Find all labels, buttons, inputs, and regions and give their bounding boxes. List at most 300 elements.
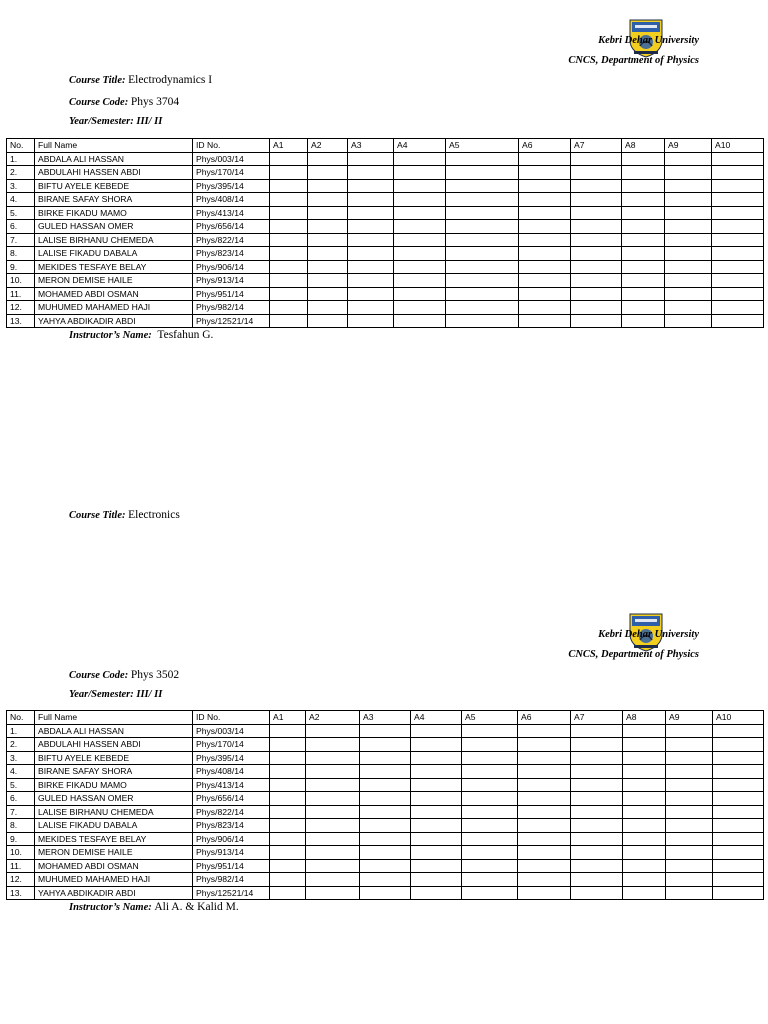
attendance-cell[interactable] [712,314,764,328]
attendance-table [6,710,764,900]
attendance-cell[interactable] [360,751,411,765]
attendance-cell[interactable] [518,738,571,752]
student-id-cell: Phys/003/14 [193,152,270,166]
attendance-cell[interactable] [712,301,764,315]
attendance-cell[interactable] [519,314,571,328]
attendance-cell[interactable] [713,886,764,900]
attendance-cell[interactable] [519,220,571,234]
attendance-cell[interactable] [394,179,446,193]
attendance-cell[interactable] [360,792,411,806]
attendance-cell[interactable] [446,287,519,301]
attendance-cell[interactable] [308,220,348,234]
attendance-cell[interactable] [348,260,394,274]
column-header: A8 [622,139,665,153]
attendance-cell[interactable] [360,765,411,779]
attendance-cell[interactable] [571,778,623,792]
attendance-cell[interactable] [571,314,622,328]
attendance-cell[interactable] [666,751,713,765]
department-name: CNCS, Department of Physics [568,55,699,66]
attendance-cell[interactable] [518,859,571,873]
attendance-cell[interactable] [270,846,306,860]
attendance-cell[interactable] [519,179,571,193]
attendance-cell[interactable] [411,724,462,738]
attendance-cell[interactable] [571,193,622,207]
row-number-cell: 6. [7,220,35,234]
attendance-cell[interactable] [666,778,713,792]
attendance-cell[interactable] [446,274,519,288]
attendance-cell[interactable] [623,873,666,887]
column-header: ID No. [193,139,270,153]
attendance-cell[interactable] [411,873,462,887]
attendance-cell[interactable] [446,179,519,193]
attendance-cell[interactable] [462,738,518,752]
attendance-cell[interactable] [306,792,360,806]
attendance-cell[interactable] [411,805,462,819]
attendance-cell[interactable] [519,287,571,301]
attendance-cell[interactable] [462,792,518,806]
attendance-cell[interactable] [462,778,518,792]
attendance-cell[interactable] [518,765,571,779]
attendance-cell[interactable] [571,274,622,288]
attendance-cell[interactable] [519,274,571,288]
attendance-cell[interactable] [446,247,519,261]
attendance-cell[interactable] [462,819,518,833]
attendance-cell[interactable] [622,260,665,274]
attendance-cell[interactable] [394,220,446,234]
attendance-cell[interactable] [270,179,308,193]
attendance-cell[interactable] [411,738,462,752]
attendance-cell[interactable] [270,301,308,315]
attendance-cell[interactable] [306,846,360,860]
attendance-cell[interactable] [446,260,519,274]
attendance-cell[interactable] [360,724,411,738]
attendance-cell[interactable] [622,247,665,261]
attendance-cell[interactable] [518,751,571,765]
attendance-cell[interactable] [623,846,666,860]
attendance-cell[interactable] [712,166,764,180]
attendance-cell[interactable] [411,832,462,846]
attendance-cell[interactable] [411,792,462,806]
attendance-cell[interactable] [713,765,764,779]
attendance-cell[interactable] [306,886,360,900]
attendance-cell[interactable] [270,233,308,247]
student-id-cell: Phys/395/14 [193,179,270,193]
attendance-cell[interactable] [571,179,622,193]
attendance-cell[interactable] [519,260,571,274]
attendance-cell[interactable] [270,819,306,833]
attendance-cell[interactable] [713,859,764,873]
attendance-cell[interactable] [571,301,622,315]
attendance-cell[interactable] [360,832,411,846]
attendance-cell[interactable] [270,805,306,819]
attendance-cell[interactable] [713,832,764,846]
attendance-cell[interactable] [348,206,394,220]
attendance-cell[interactable] [665,314,712,328]
attendance-cell[interactable] [394,152,446,166]
attendance-cell[interactable] [270,206,308,220]
attendance-cell[interactable] [665,287,712,301]
attendance-cell[interactable] [622,206,665,220]
attendance-cell[interactable] [518,846,571,860]
attendance-cell[interactable] [306,805,360,819]
attendance-cell[interactable] [348,301,394,315]
attendance-cell[interactable] [666,819,713,833]
attendance-cell[interactable] [411,778,462,792]
table-row [7,751,764,765]
attendance-cell[interactable] [394,233,446,247]
attendance-cell[interactable] [571,846,623,860]
student-name-cell: BIFTU AYELE KEBEDE [35,751,193,765]
attendance-cell[interactable] [713,819,764,833]
attendance-cell[interactable] [519,166,571,180]
attendance-cell[interactable] [666,738,713,752]
attendance-cell[interactable] [519,152,571,166]
attendance-cell[interactable] [446,193,519,207]
attendance-cell[interactable] [713,792,764,806]
attendance-cell[interactable] [622,152,665,166]
attendance-cell[interactable] [308,274,348,288]
attendance-cell[interactable] [270,152,308,166]
attendance-cell[interactable] [666,805,713,819]
column-header: A2 [308,139,348,153]
attendance-cell[interactable] [308,179,348,193]
attendance-cell[interactable] [308,247,348,261]
attendance-cell[interactable] [666,859,713,873]
table-row [7,886,764,900]
attendance-cell[interactable] [713,724,764,738]
attendance-cell[interactable] [308,301,348,315]
attendance-cell[interactable] [394,166,446,180]
attendance-cell[interactable] [622,287,665,301]
attendance-cell[interactable] [623,738,666,752]
attendance-cell[interactable] [270,247,308,261]
attendance-cell[interactable] [308,193,348,207]
attendance-cell[interactable] [713,778,764,792]
attendance-cell[interactable] [270,738,306,752]
attendance-cell[interactable] [270,260,308,274]
attendance-cell[interactable] [270,274,308,288]
attendance-cell[interactable] [411,846,462,860]
attendance-cell[interactable] [623,832,666,846]
attendance-cell[interactable] [462,873,518,887]
attendance-cell[interactable] [666,873,713,887]
attendance-cell[interactable] [308,260,348,274]
attendance-cell[interactable] [394,301,446,315]
row-number-cell: 5. [7,778,35,792]
attendance-cell[interactable] [308,287,348,301]
attendance-cell[interactable] [713,846,764,860]
attendance-cell[interactable] [462,751,518,765]
attendance-cell[interactable] [518,778,571,792]
attendance-cell[interactable] [571,765,623,779]
attendance-cell[interactable] [666,792,713,806]
attendance-cell[interactable] [713,738,764,752]
attendance-cell[interactable] [446,301,519,315]
attendance-cell[interactable] [623,765,666,779]
attendance-cell[interactable] [666,765,713,779]
attendance-cell[interactable] [306,724,360,738]
attendance-cell[interactable] [518,805,571,819]
column-header: A1 [270,139,308,153]
attendance-cell[interactable] [665,247,712,261]
attendance-cell[interactable] [270,314,308,328]
attendance-cell[interactable] [571,792,623,806]
attendance-cell[interactable] [306,738,360,752]
attendance-cell[interactable] [519,247,571,261]
attendance-cell[interactable] [518,873,571,887]
attendance-cell[interactable] [622,179,665,193]
attendance-cell[interactable] [712,193,764,207]
student-id-cell: Phys/951/14 [193,287,270,301]
attendance-cell[interactable] [360,738,411,752]
attendance-cell[interactable] [571,260,622,274]
column-header: A6 [519,139,571,153]
attendance-cell[interactable] [622,193,665,207]
attendance-cell[interactable] [518,792,571,806]
column-header: A1 [270,711,306,725]
attendance-cell[interactable] [270,832,306,846]
attendance-cell[interactable] [462,765,518,779]
attendance-cell[interactable] [623,886,666,900]
attendance-cell[interactable] [665,274,712,288]
table-row [7,233,764,247]
attendance-cell[interactable] [306,859,360,873]
row-number-cell: 2. [7,166,35,180]
attendance-cell[interactable] [571,724,623,738]
attendance-cell[interactable] [571,738,623,752]
attendance-cell[interactable] [712,247,764,261]
attendance-cell[interactable] [348,274,394,288]
attendance-cell[interactable] [270,873,306,887]
year-semester-row [69,689,162,700]
attendance-cell[interactable] [571,152,622,166]
student-id-cell: Phys/408/14 [193,765,270,779]
attendance-cell[interactable] [571,886,623,900]
attendance-cell[interactable] [518,886,571,900]
attendance-cell[interactable] [665,220,712,234]
attendance-cell[interactable] [665,206,712,220]
student-id-cell: Phys/913/14 [193,846,270,860]
attendance-cell[interactable] [571,233,622,247]
attendance-cell[interactable] [571,805,623,819]
attendance-cell[interactable] [519,233,571,247]
attendance-cell[interactable] [623,819,666,833]
column-header: A7 [571,711,623,725]
attendance-cell[interactable] [360,805,411,819]
attendance-cell[interactable] [394,206,446,220]
student-name-cell: BIFTU AYELE KEBEDE [35,179,193,193]
attendance-cell[interactable] [665,179,712,193]
attendance-cell[interactable] [446,233,519,247]
attendance-cell[interactable] [308,152,348,166]
attendance-cell[interactable] [666,886,713,900]
attendance-cell[interactable] [270,778,306,792]
attendance-cell[interactable] [348,179,394,193]
attendance-cell[interactable] [446,314,519,328]
attendance-cell[interactable] [519,301,571,315]
attendance-cell[interactable] [462,724,518,738]
student-name-cell: LALISE FIKADU DABALA [35,819,193,833]
attendance-cell[interactable] [623,805,666,819]
attendance-cell[interactable] [360,819,411,833]
attendance-cell[interactable] [571,206,622,220]
attendance-cell[interactable] [712,287,764,301]
attendance-cell[interactable] [394,314,446,328]
attendance-cell[interactable] [348,152,394,166]
table-row [7,274,764,288]
attendance-cell[interactable] [270,792,306,806]
attendance-cell[interactable] [360,846,411,860]
attendance-cell[interactable] [712,274,764,288]
attendance-cell[interactable] [623,751,666,765]
attendance-cell[interactable] [571,287,622,301]
attendance-cell[interactable] [270,765,306,779]
attendance-cell[interactable] [665,233,712,247]
row-number-cell: 7. [7,805,35,819]
student-name-cell: BIRKE FIKADU MAMO [35,206,193,220]
attendance-cell[interactable] [462,886,518,900]
attendance-cell[interactable] [571,819,623,833]
course-code-row [69,96,179,108]
attendance-cell[interactable] [308,233,348,247]
attendance-cell[interactable] [623,724,666,738]
attendance-cell[interactable] [571,873,623,887]
attendance-cell[interactable] [308,206,348,220]
department-name: CNCS, Department of Physics [568,649,699,660]
attendance-cell[interactable] [306,765,360,779]
attendance-cell[interactable] [306,832,360,846]
attendance-cell[interactable] [622,233,665,247]
table-row [7,179,764,193]
student-name-cell: MOHAMED ABDI OSMAN [35,287,193,301]
attendance-cell[interactable] [666,846,713,860]
attendance-cell[interactable] [571,247,622,261]
attendance-cell[interactable] [712,179,764,193]
column-header: A5 [462,711,518,725]
attendance-cell[interactable] [713,805,764,819]
attendance-cell[interactable] [571,220,622,234]
attendance-cell[interactable] [270,287,308,301]
attendance-cell[interactable] [360,778,411,792]
attendance-cell[interactable] [571,832,623,846]
attendance-cell[interactable] [623,792,666,806]
attendance-cell[interactable] [394,274,446,288]
attendance-cell[interactable] [712,260,764,274]
instructor-row [69,901,239,913]
attendance-cell[interactable] [571,751,623,765]
attendance-cell[interactable] [519,193,571,207]
attendance-cell[interactable] [306,751,360,765]
attendance-cell[interactable] [411,886,462,900]
attendance-cell[interactable] [411,765,462,779]
attendance-cell[interactable] [713,873,764,887]
attendance-cell[interactable] [270,859,306,873]
attendance-cell[interactable] [394,260,446,274]
attendance-cell[interactable] [622,220,665,234]
attendance-cell[interactable] [665,193,712,207]
attendance-cell[interactable] [348,220,394,234]
attendance-cell[interactable] [622,274,665,288]
attendance-cell[interactable] [462,846,518,860]
attendance-cell[interactable] [623,778,666,792]
attendance-cell[interactable] [411,751,462,765]
attendance-cell[interactable] [308,314,348,328]
attendance-cell[interactable] [348,233,394,247]
attendance-cell[interactable] [665,166,712,180]
attendance-cell[interactable] [306,778,360,792]
attendance-cell[interactable] [270,886,306,900]
attendance-cell[interactable] [394,287,446,301]
attendance-cell[interactable] [411,859,462,873]
attendance-cell[interactable] [665,301,712,315]
table-row [7,792,764,806]
student-name-cell: LALISE BIRHANU CHEMEDA [35,805,193,819]
attendance-cell[interactable] [518,832,571,846]
attendance-cell[interactable] [394,193,446,207]
attendance-cell[interactable] [306,819,360,833]
row-number-cell: 8. [7,819,35,833]
attendance-cell[interactable] [360,886,411,900]
attendance-cell[interactable] [270,166,308,180]
instructor-value: Tesfahun G. [157,329,214,341]
attendance-cell[interactable] [623,859,666,873]
attendance-cell[interactable] [622,166,665,180]
attendance-cell[interactable] [348,193,394,207]
attendance-cell[interactable] [446,152,519,166]
attendance-cell[interactable] [712,220,764,234]
attendance-cell[interactable] [665,260,712,274]
attendance-cell[interactable] [270,751,306,765]
attendance-cell[interactable] [348,247,394,261]
attendance-cell[interactable] [462,859,518,873]
attendance-cell[interactable] [270,193,308,207]
attendance-cell[interactable] [348,166,394,180]
attendance-cell[interactable] [446,220,519,234]
attendance-cell[interactable] [571,859,623,873]
attendance-cell[interactable] [665,152,712,166]
student-name-cell: ABDALA ALI HASSAN [35,724,193,738]
attendance-cell[interactable] [666,832,713,846]
attendance-cell[interactable] [571,166,622,180]
attendance-cell[interactable] [622,314,665,328]
attendance-cell[interactable] [306,873,360,887]
attendance-cell[interactable] [411,819,462,833]
attendance-cell[interactable] [518,724,571,738]
attendance-cell[interactable] [446,206,519,220]
attendance-cell[interactable] [462,832,518,846]
attendance-cell[interactable] [308,166,348,180]
attendance-cell[interactable] [360,859,411,873]
attendance-cell[interactable] [360,873,411,887]
attendance-cell[interactable] [713,751,764,765]
attendance-cell[interactable] [270,724,306,738]
attendance-cell[interactable] [518,819,571,833]
attendance-cell[interactable] [462,805,518,819]
attendance-cell[interactable] [519,206,571,220]
attendance-cell[interactable] [712,152,764,166]
attendance-cell[interactable] [270,220,308,234]
attendance-cell[interactable] [348,287,394,301]
attendance-cell[interactable] [446,166,519,180]
student-id-cell: Phys/823/14 [193,247,270,261]
table-row [7,832,764,846]
attendance-cell[interactable] [622,301,665,315]
attendance-cell[interactable] [712,206,764,220]
attendance-cell[interactable] [666,724,713,738]
attendance-cell[interactable] [394,247,446,261]
attendance-cell[interactable] [348,314,394,328]
attendance-cell[interactable] [712,233,764,247]
